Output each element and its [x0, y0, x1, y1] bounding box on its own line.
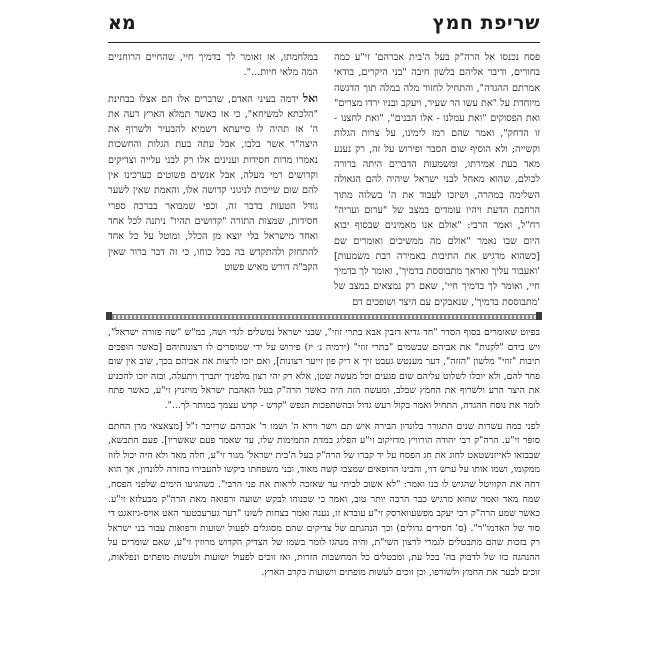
- right-column-paragraph: פסח נכנסו אל הרה"ק בעל ה'בית אברהם' זי"ע כמה בחורים, ודיבר אליהם בלשון חיבה "בני היקרים, בודאי אמרתם ההגדה", והתחיל לחזור מלה במלה תוך הדגשה מיוחדת על "את עשו הר שעיר, ויעקב ובניו ירדו מצרים" ואת הפסוקים "ואת עמלנו - אלו הבנים", "ואת לחצנו - זו הדחק", ואמר שהם רמז לימינו, על צרות הגלות וקשייה; ולא הוסיף שום הסבר ופירוש על זה, רק נענע מאד בעת אמירתו, ומשמעות הדברים היתה ברורה לכולם, שהוא מאחל לבני ישראל שיהיה להם הגאולה השלימה במהרה, ושיזכו לעבוד את ה' בשלוה מתוך הרחבת הדעת ויהיו עומדים במצב של "ערום ועריה" רח"ל, ואמר הרבי: "אולם אנו מאמינים שבסוף יבוא היום שבו נאמר "אולם מה ממשיכים ואומרים שם [כשהוא מדגיש את התיבות באמירה רבת משמעות] 'ואעבור עליך וארא​ך מתבוססת בדמיך', ואומר לך בדמיך חיי, ואומר לך בדמיך חיי', שאם רק נמצאים במצב של 'מתבוססת בדמיך', שנאבקים עם היצר ושופכים דם: [334, 52, 540, 308]
- running-head-title: שריפת חמץ: [432, 12, 540, 34]
- paragraph-lead-word: ואל: [302, 91, 318, 105]
- divider-cap-right: [536, 312, 542, 320]
- left-column-paragraph-2: [108, 91, 318, 276]
- left-column-paragraph-1: במלחמתו, אז זאומר לך בדמיך חיי, שהחיים הרוחניים המה מלאי חיות...".: [108, 52, 318, 79]
- bottom-paragraph-2: לפני כמה עשרות שנים התגורר בלונדון הבירה איש תם וישר וירא ה' ושמו ר' אברהם שרייבר ז"ל [מצאצאי מרן החתם סופר זי"ע. הרה"ק רבי יהודה הורוויץ מדזיקוב זי"ע הפליג במדת התמימות שלו, עד שאמר פעם שאשריו]. פעם התבשא, שבבואו לאייזנשטאט לחוג את חג הפסח על יד קברו של הרה"ק בעל ה'בית ישראל' מגור זי"ע, חלה מאד ולא היה יכול לזוז ממקומו, ושמו אותו על ערש דוי, והבינו הרופאים שמצבו קשה מאוד, ובני משפחתו ביקשו להעבירו בחזרה ללונדון, אך הוא דחה את הקוויטל שהגיש לו בנו ואמר: "לא אשוב לביתי עד שאזכה לראות את פני הרבי". כשהגיעו הימים שלפני הפסח, שמח מאד ואמר שהוא מרגיש כבר הרבה יותר טוב, ואמר כי שכנוהו לבקש ישועה ורפואה מאת הרה"ק מבעלזא זי"ע. כאשר שמע הרה"ק רבי יעקב מפשעווארסק זי"ע עובדא זו, נענה ואמר בצחות לשונו "דער גערעכטער האט אויס-גיזאגט די סוד של האדמו"ר". (ס' חסידים גדולים) וכך הנהגתם של צדיקים שהם מסוגלים לפעול ישועות ורפואות עבור בני ישראל רק בזכות שהם מתבטלים לגמרי לרצון השי"ת, והיה מנהגו לומר בשמו של הצדיק הקדוש מרוזין זי"ע, שאם שומרים על ההנהגה כזו של לדבוק בה' בכל עת, ומבטלים כל המחשבות הזרות, ואז זוכים לפעול ישועות ולעשות מופתים ונפלאות, זוכים לבער את החמץ ולשורפו, וכן זוכים לעשות מופתים וישועות בקרב הארץ.: [108, 420, 540, 578]
- left-column-paragraph-2-text: ידמה בעיני האדם, שדברים אלו הם אצלו בבחינת "הלכתא למשיחא", כי אז כאשר תמלא הארץ דעה את ה' אז תהיה לו סייעתא דשמיא להבעיר ולשרוף את היצה"ר אשר בלבו, אבל עתה בעת הגלות והחשכות נאמרו מדות חסידות וענינים אלו רק לבני עלייה וצדיקים וקדושים רמי מעלה, אבל אנשים פשוטים כערכינו אין להם שום שייכות לניגוני קדושה אלו, והאמת שאין לשער גודל הטעות בדבר זה, וכפי שמבואר בברכה ספרי חסידות, שמצות התורה "קדושים תהיו" ניתנה לכל אחד ואחד מישראל בלי יוצא מן הכלל, ומוטל על כל אחד להתחזק ולהתקדש בה בכל כוחו, כי זה דבר ברור שאין הקב"ה דורש מאיש פשוט: [108, 93, 318, 273]
- left-column: [108, 50, 318, 275]
- page-header: [108, 10, 540, 40]
- page-number: מא: [108, 12, 136, 34]
- paragraph-gap: [108, 81, 318, 91]
- header-rule: [108, 42, 540, 43]
- section-divider: [106, 312, 542, 321]
- right-column: [334, 50, 540, 310]
- divider-band: [112, 314, 536, 320]
- bottom-section: [108, 326, 540, 580]
- bottom-paragraph-1: בפיוט שאומרים בסוף הסדר "חד גדיא דזבין אבא בתרי זוזי", שבני ישראל נמשלים לגדי ושה, כמ"ש "שה פזורה ישראל", ויש בידם "לקנות" את אביהם שבשמים "בתרי זוזי" (ירמיה נ׳ יז) פירוש על ידי שמוסרים לו רצונותיהם [כאשר הופכים תיבות "זוזי" מלשון "הזזה", דער מענטש געבט זיך א ריק פון זייער רצונות], ואם יזכו לרצות את אביהם בכך, שוב אין שום פחד להם, ולא יוכלו לשלוט עליהם שום פגעים וכל מעשה שטן, אלא רק יהי רצון מלפניך יתברך ויתעלה, ובזה יזכו להכניע את היצר הרע ולשרוף את החמץ שבלב, ומעשה הזה היה כאשר הרה"ק בעל האהבת ישראל מויזניץ זי"ע, כאשר פתח לומר את נוסח ההגדה, התחיל ואמר בקול רעש גדול ובהשתפכות הנפש "קדש - קדש עצמך במותר לך...".: [108, 327, 540, 411]
